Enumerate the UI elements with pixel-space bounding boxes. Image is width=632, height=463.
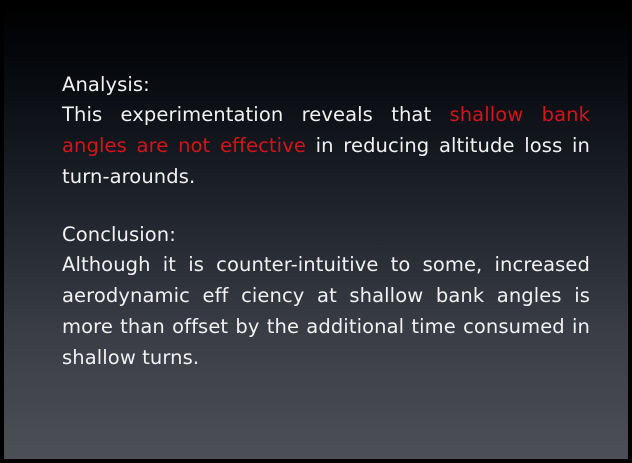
analysis-text-after: in reducing altitude loss in turn-arounds.: [62, 134, 590, 188]
conclusion-section: [62, 220, 590, 373]
analysis-highlight-text: shallow bank angles are not effective: [62, 103, 590, 157]
analysis-section: [62, 70, 590, 192]
analysis-text-before: This experimentation reveals that: [62, 103, 450, 126]
conclusion-heading: Conclusion:: [62, 223, 176, 246]
analysis-heading: Analysis:: [62, 73, 150, 96]
analysis-text: [62, 99, 590, 192]
conclusion-text: Although it is counter-intuitive to some, increased aerodynamic eff ciency at shallow bank angles is more than offset by the additional time consumed in shallow turns.: [62, 253, 590, 369]
